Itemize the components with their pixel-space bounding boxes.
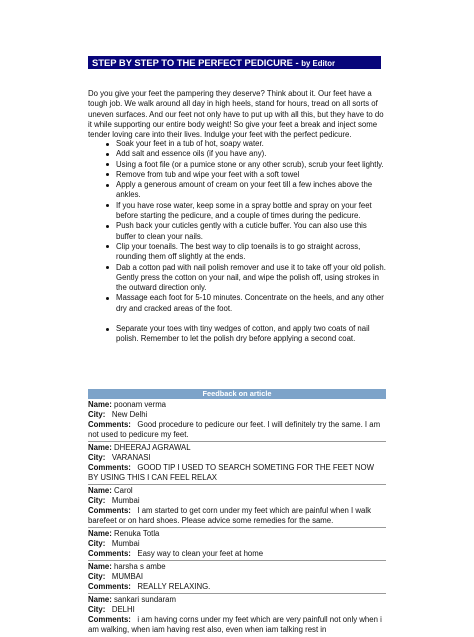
step-item: Dab a cotton pad with nail polish remover and use it to take off your old polish. Gently press the cotton on your nail, and wipe the polish off, using strokes in the outward direction only.: [88, 263, 388, 294]
comments-label: Comments:: [88, 615, 131, 624]
commenter-city: VARANASI: [111, 453, 151, 462]
city-label: City:: [88, 605, 106, 614]
article-intro: Do you give your feet the pampering they deserve? Think about it. Our feet have a tough job. We walk around all day in high heels, stand for hours, tread on all sorts of uneven surfaces. And our feet not only have to put up with all this, but they have to do it while supporting our entire body weight! So give your feet a break and inject some tender loving care into their lives. Indulge your feet with the perfect pedicure.: [88, 89, 384, 140]
article-title: STEP BY STEP TO THE PERFECT PEDICURE -: [92, 57, 299, 68]
commenter-city: DELHI: [111, 605, 135, 614]
commenter-name: DHEERAJ AGRAWAL: [114, 443, 191, 452]
feedback-header: Feedback on article: [88, 389, 386, 399]
city-label: City:: [88, 572, 106, 581]
city-label: City:: [88, 539, 106, 548]
comments-label: Comments:: [88, 463, 131, 472]
feedback-entry: [88, 562, 386, 594]
feedback-list: [88, 400, 386, 637]
comments-label: Comments:: [88, 582, 131, 591]
city-label: City:: [88, 410, 106, 419]
step-item: Add salt and essence oils (if you have any).: [88, 149, 388, 159]
commenter-name: harsha s ambe: [114, 562, 166, 571]
commenter-name: Renuka Totla: [114, 529, 160, 538]
commenter-city: New Delhi: [111, 410, 148, 419]
name-label: Name:: [88, 486, 112, 495]
step-item: Apply a generous amount of cream on your feet till a few inches above the ankles.: [88, 180, 388, 201]
commenter-name: poonam verma: [114, 400, 167, 409]
step-item: Push back your cuticles gently with a cuticle buffer. You can also use this buffer to clean your nails.: [88, 221, 388, 242]
step-item: Using a foot file (or a pumice stone or any other scrub), scrub your feet lightly.: [88, 160, 388, 170]
city-label: City:: [88, 496, 106, 505]
article-byline: by Editor: [301, 59, 336, 68]
name-label: Name:: [88, 400, 112, 409]
feedback-entry: [88, 400, 386, 442]
feedback-entry: [88, 486, 386, 528]
step-item: Soak your feet in a tub of hot, soapy water.: [88, 139, 388, 149]
comment-text: Good procedure to pedicure our feet. I will definitely try the same. I am not used to pedicure my feet.: [88, 420, 381, 439]
comments-label: Comments:: [88, 549, 131, 558]
name-label: Name:: [88, 595, 112, 604]
feedback-entry: [88, 595, 386, 636]
commenter-name: Carol: [114, 486, 133, 495]
name-label: Name:: [88, 562, 112, 571]
step-item: If you have rose water, keep some in a spray bottle and spray on your feet before starting the pedicure, and a couple of times during the pedicure.: [88, 201, 388, 222]
comments-label: Comments:: [88, 506, 131, 515]
commenter-city: Mumbai: [111, 496, 140, 505]
city-label: City:: [88, 453, 106, 462]
step-item: Clip your toenails. The best way to clip toenails is to go straight across, rounding them off slightly at the ends.: [88, 242, 388, 263]
commenter-city: MUMBAI: [111, 572, 144, 581]
step-item: Massage each foot for 5-10 minutes. Concentrate on the heels, and any other dry and cracked areas of the foot.: [88, 293, 388, 314]
step-item: Separate your toes with tiny wedges of cotton, and apply two coats of nail polish. Remember to let the polish dry before applying a second coat.: [88, 324, 388, 345]
comments-label: Comments:: [88, 420, 131, 429]
feedback-entry: [88, 443, 386, 485]
comment-text: Easy way to clean your feet at home: [137, 549, 264, 558]
commenter-name: sankari sundaram: [114, 595, 176, 604]
feedback-entry: [88, 529, 386, 561]
commenter-city: Mumbai: [111, 539, 140, 548]
comment-text: GOOD TIP I USED TO SEARCH SOMETING FOR THE FEET NOW BY USING THIS I CAN FEEL RELAX: [88, 463, 374, 482]
comment-text: i am having corns under my feet which are very painfull not only when i am walking, when iam having rest also, even when iam talking rest in: [88, 615, 382, 634]
name-label: Name:: [88, 529, 112, 538]
article-title-bar: [88, 56, 381, 69]
comment-text: REALLY RELAXING.: [137, 582, 211, 591]
pedicure-steps-list: [88, 139, 388, 345]
step-item: Remove from tub and wipe your feet with a soft towel: [88, 170, 388, 180]
name-label: Name:: [88, 443, 112, 452]
comment-text: I am started to get corn under my feet which are painful when I walk barefeet or on hard shoes. Please advice some remedies for the same.: [88, 506, 371, 525]
